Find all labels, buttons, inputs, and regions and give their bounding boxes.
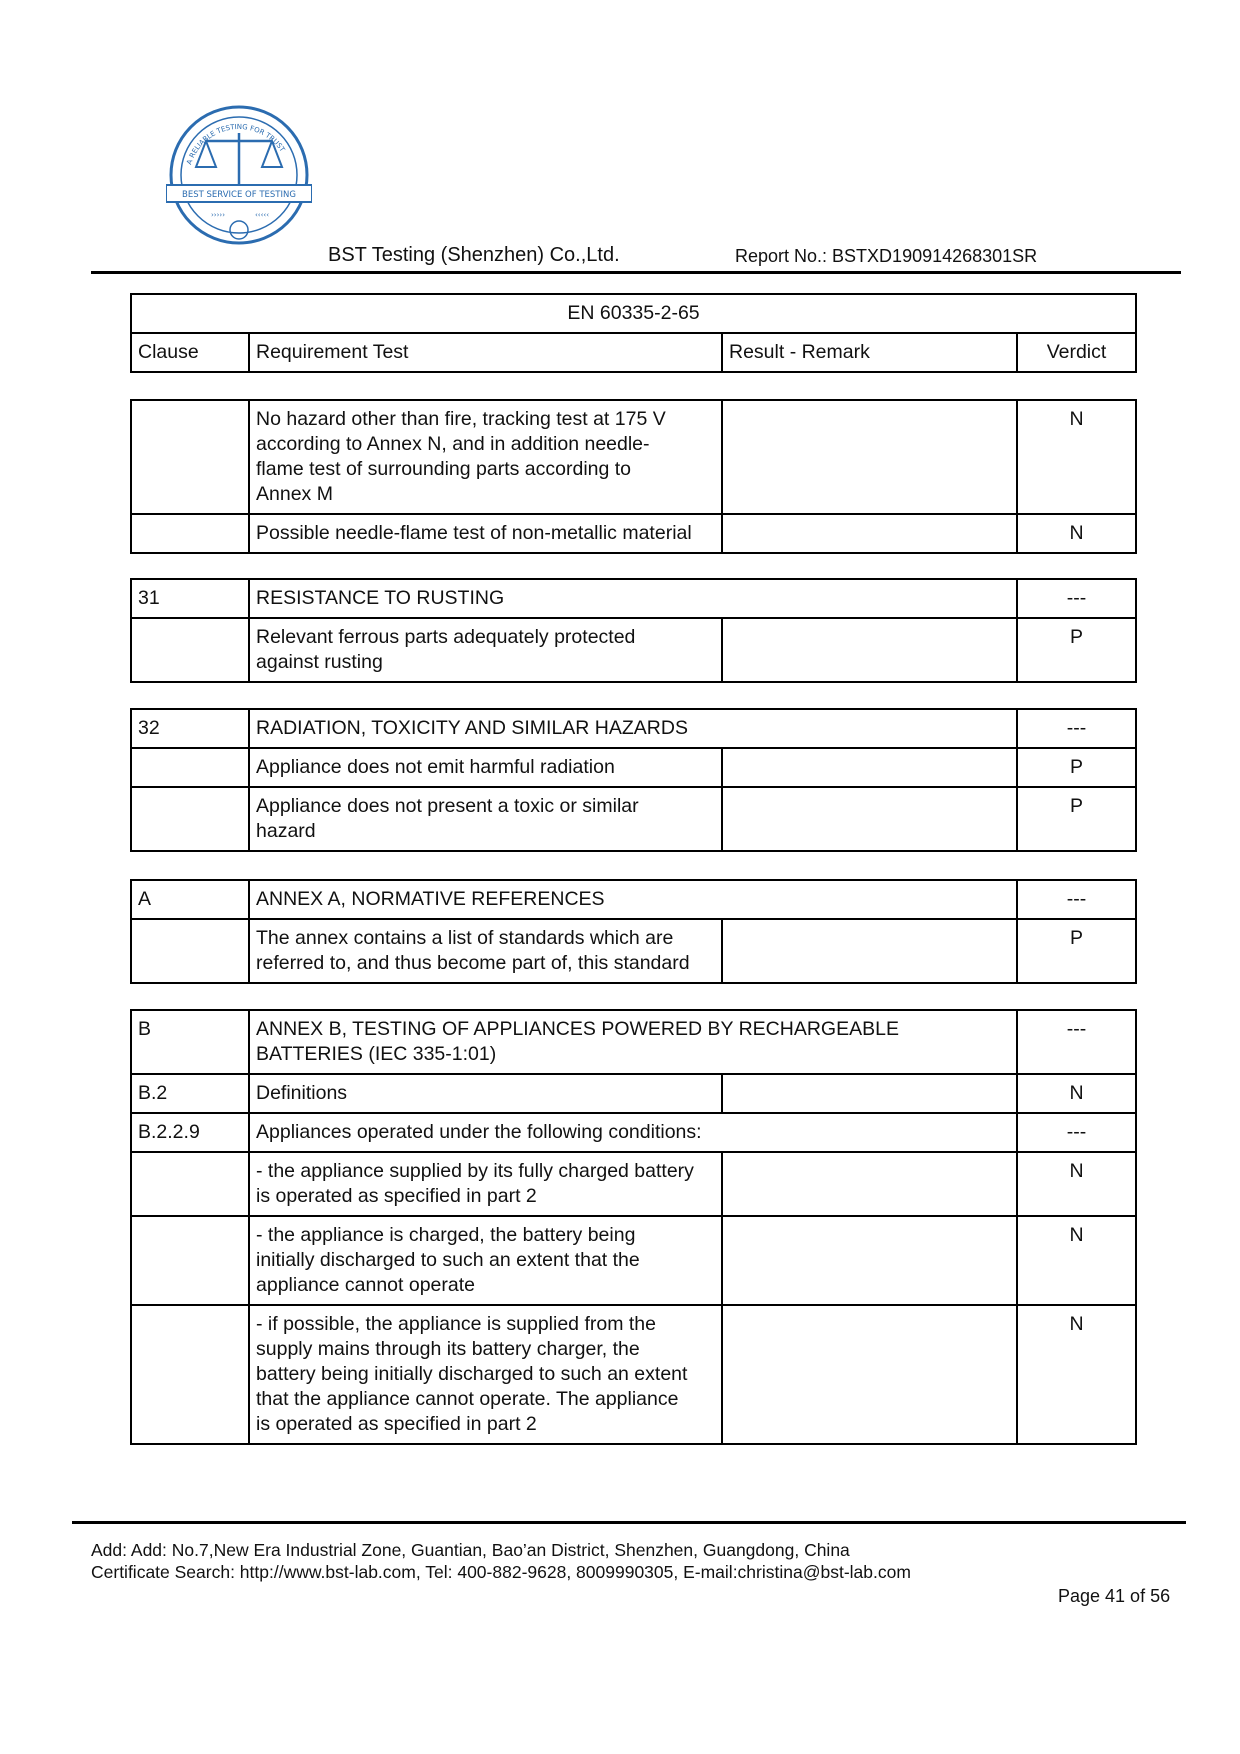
svg-text:A RELIABLE TESTING FOR TRUST: A RELIABLE TESTING FOR TRUST [185,122,287,166]
verdict-cell: --- [1017,1010,1136,1074]
verdict-cell: N [1017,1152,1136,1216]
clause-cell [131,1216,249,1305]
result-cell [722,1152,1017,1216]
verdict-cell: --- [1017,1113,1136,1152]
result-cell [722,919,1017,983]
svg-text:‹‹‹‹‹: ‹‹‹‹‹ [255,211,269,219]
col-verdict-header: Verdict [1017,333,1136,372]
result-cell [722,1305,1017,1444]
requirement-cell: Possible needle-flame test of non-metallic material [249,514,722,553]
verdict-cell: N [1017,1216,1136,1305]
clause-cell [131,514,249,553]
verdict-cell: --- [1017,579,1136,618]
requirement-cell: - the appliance is charged, the battery being initially discharged to such an extent that the appliance cannot operate [249,1216,722,1305]
header-divider [91,271,1181,274]
clause-title: RADIATION, TOXICITY AND SIMILAR HAZARDS [249,709,1017,748]
verdict-cell: N [1017,400,1136,514]
requirement-cell: Appliances operated under the following conditions: [249,1113,1017,1152]
verdict-cell: P [1017,787,1136,851]
requirement-cell: Appliance does not emit harmful radiation [249,748,722,787]
clause-number: B.2.2.9 [131,1113,249,1152]
requirement-cell: Appliance does not present a toxic or similar hazard [249,787,722,851]
clause-cell [131,787,249,851]
clause-cell [131,919,249,983]
requirement-cell: The annex contains a list of standards which are referred to, and thus become part of, this standard [249,919,722,983]
company-seal-logo [166,105,312,253]
clause-title-row [131,880,1136,919]
table-row [131,400,1136,514]
page-number: Page 41 of 56 [1058,1586,1171,1606]
result-cell [722,748,1017,787]
clause-cell [131,1305,249,1444]
table-row [131,919,1136,983]
verdict-cell: P [1017,748,1136,787]
verdict-cell: N [1017,1305,1136,1444]
result-cell [722,1216,1017,1305]
table-row [131,1113,1136,1152]
result-cell [722,1074,1017,1113]
footer-address: Add: Add: No.7,New Era Industrial Zone, Guantian, Bao’an District, Shenzhen, Guangdong, China [91,1540,850,1560]
result-cell [722,400,1017,514]
clause-block-32 [130,708,1137,852]
col-requirement-header: Requirement Test [249,333,722,372]
table-row [131,787,1136,851]
verdict-cell: --- [1017,880,1136,919]
verdict-cell: N [1017,1074,1136,1113]
verdict-cell: --- [1017,709,1136,748]
result-cell [722,787,1017,851]
standard-title: EN 60335-2-65 [131,294,1136,333]
clause-title: ANNEX B, TESTING OF APPLIANCES POWERED BY RECHARGEABLE BATTERIES (IEC 335-1:01) [249,1010,1017,1074]
table-row [131,1216,1136,1305]
result-cell [722,618,1017,682]
clause-block-annex-a [130,879,1137,984]
requirement-cell: - the appliance supplied by its fully charged battery is operated as specified in part 2 [249,1152,722,1216]
clause-block-continuation [130,399,1137,554]
clause-number: B.2 [131,1074,249,1113]
table-row [131,1152,1136,1216]
clause-title: RESISTANCE TO RUSTING [249,579,1017,618]
requirement-cell: No hazard other than fire, tracking test at 175 V according to Annex N, and in addition needle- flame test of surrounding parts according to Annex M [249,400,722,514]
clause-title-row [131,1010,1136,1074]
clause-title-row [131,709,1136,748]
report-number: Report No.: BSTXD190914268301SR [735,246,1038,266]
footer-divider [72,1521,1186,1524]
footer-contact: Certificate Search: http://www.bst-lab.com, Tel: 400-882-9628, 8009990305, E-mail:christina@bst-lab.com [91,1562,911,1582]
clause-number: 31 [131,579,249,618]
requirement-cell: Relevant ferrous parts adequately protected against rusting [249,618,722,682]
clause-cell [131,748,249,787]
requirement-cell: Definitions [249,1074,722,1113]
col-result-header: Result - Remark [722,333,1017,372]
clause-number: A [131,880,249,919]
standard-header-table [130,293,1137,373]
clause-block-31 [130,578,1137,683]
company-name: BST Testing (Shenzhen) Co.,Ltd. [328,244,620,266]
clause-title: ANNEX A, NORMATIVE REFERENCES [249,880,1017,919]
table-row [131,618,1136,682]
requirement-cell: - if possible, the appliance is supplied from the supply mains through its battery charger, the battery being initially discharged to such an extent that the appliance cannot operate. The appliance is operated as specified in part 2 [249,1305,722,1444]
verdict-cell: N [1017,514,1136,553]
col-clause-header: Clause [131,333,249,372]
clause-cell [131,618,249,682]
table-row [131,1074,1136,1113]
svg-text:BEST SERVICE OF TESTING: BEST SERVICE OF TESTING [182,190,296,200]
table-row [131,514,1136,553]
clause-number: B [131,1010,249,1074]
clause-number: 32 [131,709,249,748]
verdict-cell: P [1017,919,1136,983]
svg-text:›››››: ››››› [211,211,225,219]
table-row [131,748,1136,787]
clause-block-annex-b [130,1009,1137,1445]
result-cell [722,514,1017,553]
table-row [131,1305,1136,1444]
clause-cell [131,1152,249,1216]
verdict-cell: P [1017,618,1136,682]
clause-title-row [131,579,1136,618]
clause-cell [131,400,249,514]
